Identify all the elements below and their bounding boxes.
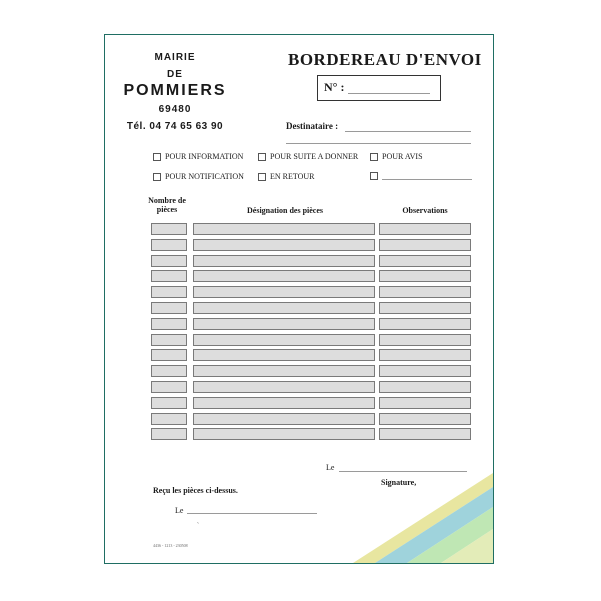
cell-nombre[interactable]: [151, 365, 187, 377]
number-field-line: [348, 93, 430, 94]
cell-nombre[interactable]: [151, 255, 187, 267]
cell-nombre[interactable]: [151, 381, 187, 393]
le-label-2: Le: [175, 506, 184, 515]
cell-observations[interactable]: [379, 239, 471, 251]
option-other-line[interactable]: [382, 179, 472, 180]
cell-nombre[interactable]: [151, 302, 187, 314]
option-pour-information[interactable]: [153, 152, 243, 161]
mairie-label: MAIRIE: [154, 52, 196, 63]
checkbox[interactable]: [153, 173, 161, 181]
cell-designation[interactable]: [193, 302, 375, 314]
cell-observations[interactable]: [379, 318, 471, 330]
cell-designation[interactable]: [193, 365, 375, 377]
option-label: POUR INFORMATION: [165, 152, 244, 161]
cell-observations[interactable]: [379, 397, 471, 409]
cell-nombre[interactable]: [151, 349, 187, 361]
cell-designation[interactable]: [193, 270, 375, 282]
option-label: EN RETOUR: [270, 172, 315, 181]
destinataire-line-2[interactable]: [286, 143, 471, 144]
cell-designation[interactable]: [193, 318, 375, 330]
cell-designation[interactable]: [193, 349, 375, 361]
cell-nombre[interactable]: [151, 334, 187, 346]
le-label: Le: [326, 463, 335, 472]
footer-code: 4436 - 1213 - 230508: [153, 543, 188, 548]
mark-dot: `: [197, 523, 199, 529]
checkbox[interactable]: [153, 153, 161, 161]
column-header-designation: Désignation des pièces: [247, 206, 323, 215]
column-header-observations: Observations: [402, 206, 448, 215]
cell-observations[interactable]: [379, 334, 471, 346]
page-title: BORDEREAU D'ENVOI: [288, 50, 482, 69]
cell-designation[interactable]: [193, 397, 375, 409]
option-en-retour[interactable]: [258, 172, 315, 181]
cell-designation[interactable]: [193, 413, 375, 425]
option-pour-suite-a-donner[interactable]: [258, 152, 358, 161]
option-label: POUR AVIS: [382, 152, 423, 161]
checkbox[interactable]: [258, 173, 266, 181]
cell-nombre[interactable]: [151, 239, 187, 251]
cell-observations[interactable]: [379, 381, 471, 393]
option-label: POUR SUITE A DONNER: [270, 152, 359, 161]
cell-nombre[interactable]: [151, 270, 187, 282]
cell-designation[interactable]: [193, 286, 375, 298]
cell-nombre[interactable]: [151, 318, 187, 330]
cell-nombre[interactable]: [151, 428, 187, 440]
checkbox[interactable]: [370, 153, 378, 161]
number-box[interactable]: [317, 75, 441, 101]
destinataire-line-1[interactable]: [345, 131, 471, 132]
cell-designation[interactable]: [193, 381, 375, 393]
cell-observations[interactable]: [379, 270, 471, 282]
cell-nombre[interactable]: [151, 286, 187, 298]
cell-observations[interactable]: [379, 286, 471, 298]
checkbox[interactable]: [370, 172, 378, 180]
cell-nombre[interactable]: [151, 223, 187, 235]
le-line-2[interactable]: [187, 513, 317, 514]
option-pour-notification[interactable]: [153, 172, 244, 181]
cell-observations[interactable]: [379, 413, 471, 425]
recu-label: Reçu les pièces ci-dessus.: [153, 486, 238, 495]
de-label: DE: [167, 69, 183, 80]
option-pour-avis[interactable]: [370, 152, 423, 161]
destinataire-label: Destinataire :: [286, 121, 339, 131]
cell-observations[interactable]: [379, 302, 471, 314]
color-copy-stripes: [333, 463, 493, 563]
cell-observations[interactable]: [379, 349, 471, 361]
cell-nombre[interactable]: [151, 413, 187, 425]
cell-observations[interactable]: [379, 428, 471, 440]
column-header-nombre: Nombre de pièces: [148, 196, 186, 214]
checkbox[interactable]: [258, 153, 266, 161]
cell-designation[interactable]: [193, 255, 375, 267]
cell-designation[interactable]: [193, 334, 375, 346]
document-sheet: [104, 34, 494, 564]
commune-name: POMMIERS: [123, 82, 227, 99]
number-label: N° :: [324, 80, 345, 94]
cell-designation[interactable]: [193, 239, 375, 251]
cell-designation[interactable]: [193, 223, 375, 235]
cell-observations[interactable]: [379, 255, 471, 267]
cell-designation[interactable]: [193, 428, 375, 440]
option-label: POUR NOTIFICATION: [165, 172, 244, 181]
signature-label: Signature,: [381, 478, 417, 487]
cell-nombre[interactable]: [151, 397, 187, 409]
cell-observations[interactable]: [379, 223, 471, 235]
phone-number: Tél. 04 74 65 63 90: [126, 121, 224, 132]
cell-observations[interactable]: [379, 365, 471, 377]
postcode: 69480: [158, 104, 192, 115]
option-other[interactable]: [370, 172, 472, 180]
